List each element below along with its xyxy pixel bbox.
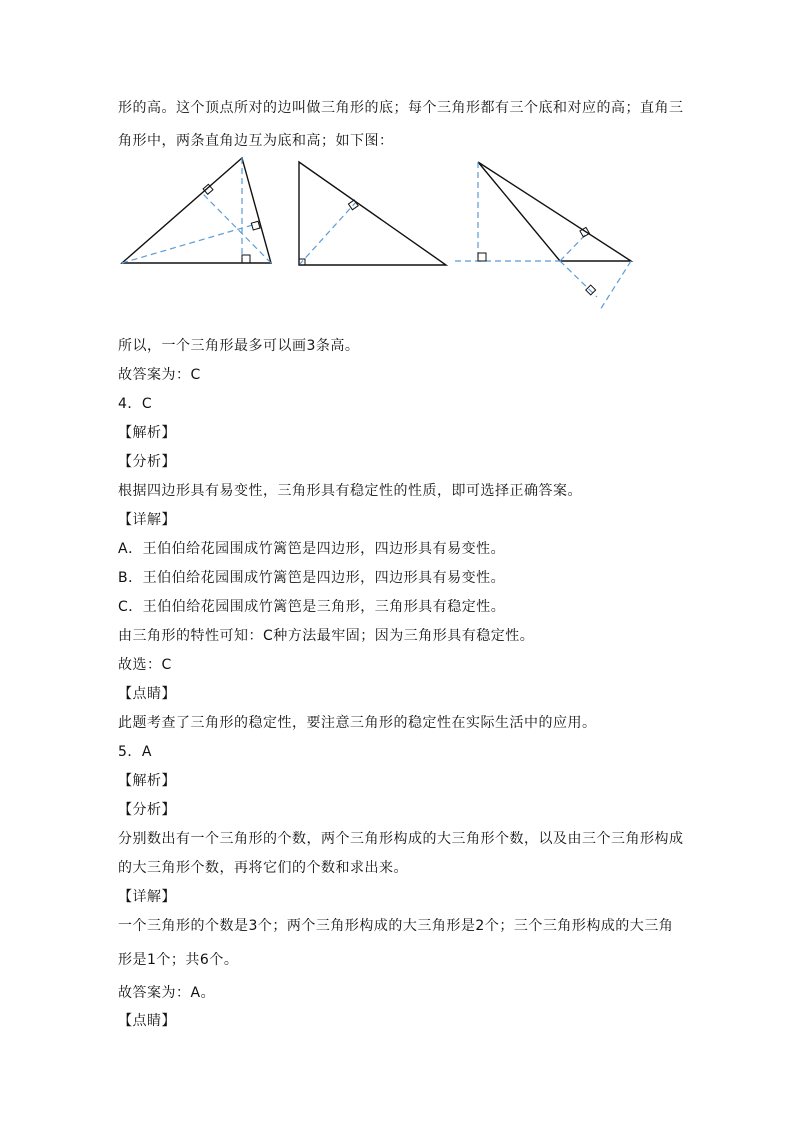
acute-altitude-2: [122, 224, 256, 263]
right-angle-mark: [251, 221, 260, 230]
line-7: 根据四边形具有易变性，三角形具有稳定性的性质，即可选择正确答案。: [118, 483, 582, 499]
line-16: 5．A: [118, 744, 152, 760]
triangle-altitudes-figure: [110, 150, 650, 320]
line-15: 此题考查了三角形的稳定性，要注意三角形的稳定性在实际生活中的应用。: [118, 715, 597, 731]
line-9: A．王伯伯给花园围成竹篱笆是四边形，四边形具有易变性。: [118, 541, 506, 557]
line-19: 分别数出有一个三角形的个数，两个三角形构成的大三角形个数，以及由三个三角形构成: [118, 831, 684, 847]
line-21: 【详解】: [118, 889, 176, 905]
obtuse-triangle: [455, 162, 631, 310]
line-12: 由三角形的特性可知：C种方法最牢固；因为三角形具有稳定性。: [118, 628, 535, 644]
obtuse-side-extension: [600, 261, 631, 310]
line-4: 4．C: [118, 396, 153, 412]
line-2: 所以，一个三角形最多可以画3条高。: [118, 338, 360, 354]
line-25: 【点睛】: [118, 1013, 176, 1029]
right-angle-mark: [203, 184, 213, 194]
line-1: 角形中，两条直角边互为底和高；如下图：: [118, 133, 394, 149]
right-angle-mark: [242, 255, 250, 263]
line-11: C．王伯伯给花园围成竹篱笆是三角形，三角形具有稳定性。: [118, 599, 506, 615]
obtuse-triangle-outline: [478, 162, 631, 261]
line-8: 【详解】: [118, 512, 176, 528]
line-23: 形是1个；共6个。: [118, 952, 239, 968]
line-17: 【解析】: [118, 773, 176, 789]
right-angle-mark: [586, 285, 596, 295]
line-22: 一个三角形的个数是3个；两个三角形构成的大三角形是2个；三个三角形构成的大三角: [118, 918, 674, 934]
line-5: 【解析】: [118, 425, 176, 441]
line-13: 故选：C: [118, 657, 172, 673]
line-18: 【分析】: [118, 802, 176, 818]
line-24: 故答案为：A。: [118, 985, 216, 1001]
right-angle-mark: [478, 253, 486, 261]
right-triangle: [299, 162, 446, 265]
right-altitude: [299, 202, 356, 265]
line-3: 故答案为：C: [118, 367, 201, 383]
acute-triangle: [122, 158, 271, 263]
line-10: B．王伯伯给花园围成竹篱笆是四边形，四边形具有易变性。: [118, 570, 506, 586]
line-20: 的大三角形个数，再将它们的个数和求出来。: [118, 860, 408, 876]
acute-triangle-outline: [122, 158, 271, 263]
line-14: 【点睛】: [118, 686, 176, 702]
line-6: 【分析】: [118, 454, 176, 470]
obtuse-altitude-3: [560, 261, 597, 297]
right-triangle-outline: [299, 162, 446, 265]
line-0: 形的高。这个顶点所对的边叫做三角形的底；每个三角形都有三个底和对应的高；直角三: [118, 100, 684, 116]
